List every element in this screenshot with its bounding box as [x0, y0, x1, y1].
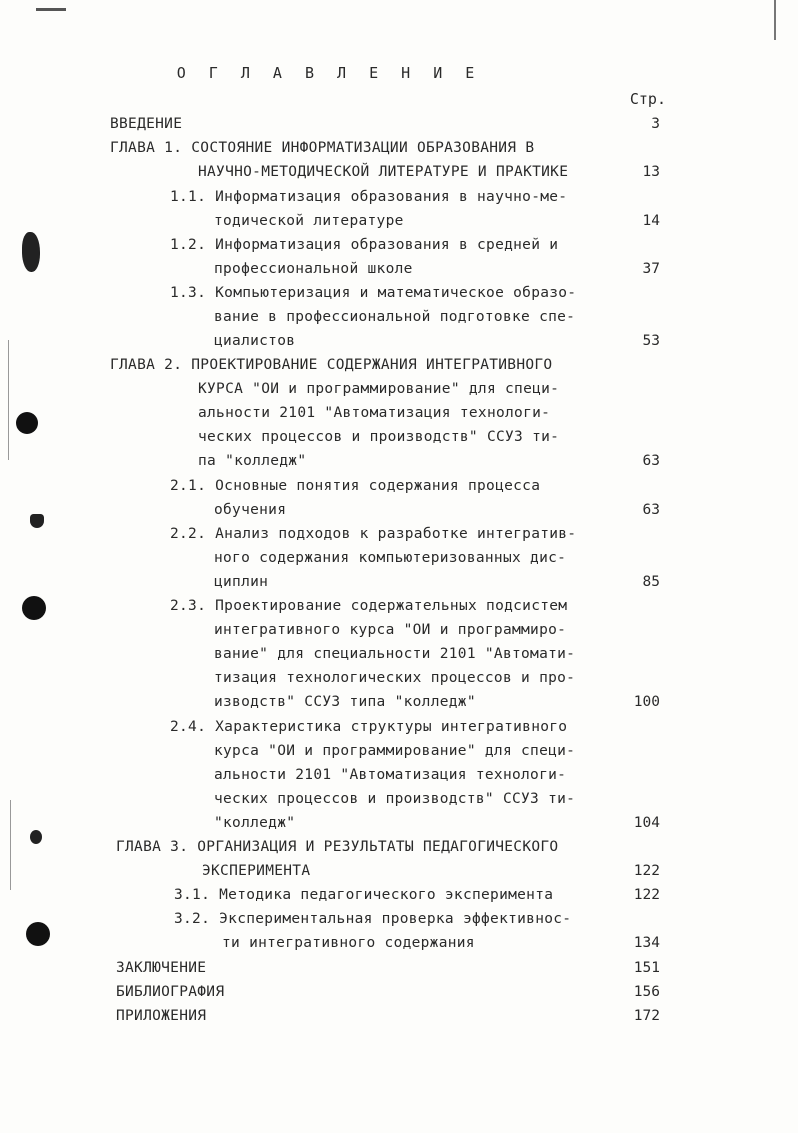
- toc-page-number: 85: [642, 574, 660, 590]
- toc-page-number: 13: [642, 164, 660, 180]
- toc-entry-section-2-1-cont: обучения: [214, 502, 287, 518]
- toc-entry-section-3-1: 3.1. Методика педагогического эксперимента: [174, 887, 554, 903]
- page-column-header: Стр.: [629, 90, 666, 108]
- toc-entry-section-2-4: 2.4. Характеристика структуры интегративного: [170, 719, 568, 735]
- toc-entry-section-2-2-cont: ного содержания компьютеризованных дис-: [214, 550, 567, 566]
- toc-entry-chapter-2-cont: па "колледж": [198, 453, 307, 469]
- toc-page-number: 122: [633, 887, 660, 903]
- toc-entry-chapter-2-cont: альности 2101 "Автоматизация технологи-: [198, 405, 551, 421]
- punch-hole: [26, 922, 50, 946]
- toc-page-number: 37: [642, 261, 660, 277]
- toc-entry-section-2-4-cont: ческих процессов и производств" ССУЗ ти-: [214, 791, 576, 807]
- toc-entry-chapter-3: ГЛАВА 3. ОРГАНИЗАЦИЯ И РЕЗУЛЬТАТЫ ПЕДАГОГИЧЕСКОГО: [116, 839, 559, 855]
- toc-page-number: 100: [633, 694, 660, 710]
- scan-artifact-right-edge: [774, 0, 776, 40]
- toc-entry-section-1-3: 1.3. Компьютеризация и математическое образо-: [170, 285, 577, 301]
- toc-page-number: 156: [633, 984, 660, 1000]
- toc-entry-chapter-2-cont: КУРСА "ОИ и программирование" для специ-: [198, 381, 560, 397]
- ink-blot: [30, 830, 42, 844]
- ink-blot: [30, 514, 44, 528]
- toc-entry-section-2-4-cont: "колледж": [214, 815, 296, 831]
- toc-entry-section-1-2-cont: профессиональной школе: [214, 261, 413, 277]
- page-title: [0, 64, 798, 82]
- toc-entry-chapter-2-cont: ческих процессов и производств" ССУЗ ти-: [198, 429, 560, 445]
- toc-entry-section-3-2-cont: ти интегративного содержания: [222, 935, 475, 951]
- ink-blot: [22, 232, 40, 272]
- toc-entry-section-2-3: 2.3. Проектирование содержательных подсистем: [170, 598, 568, 614]
- toc-entry-section-1-1-cont: тодической литературе: [214, 213, 404, 229]
- toc-page-number: 134: [633, 935, 660, 951]
- toc-entry-section-1-1: 1.1. Информатизация образования в научно-ме-: [170, 189, 568, 205]
- toc-entry-section-2-3-cont: тизация технологических процессов и про-: [214, 670, 576, 686]
- toc-entry-section-2-1: 2.1. Основные понятия содержания процесса: [170, 478, 541, 494]
- toc-entry-section-2-3-cont: интегративного курса "ОИ и программиро-: [214, 622, 567, 638]
- punch-hole: [22, 596, 46, 620]
- toc-page-number: 63: [642, 502, 660, 518]
- toc-entry-section-2-3-cont: вание" для специальности 2101 "Автомати-: [214, 646, 576, 662]
- toc-entry-section-1-3-cont: циалистов: [214, 333, 296, 349]
- toc-entry-section-1-3-cont: вание в профессиональной подготовке спе-: [214, 309, 576, 325]
- toc-entry-section-2-4-cont: курса "ОИ и программирование" для специ-: [214, 743, 576, 759]
- toc-page-number: 14: [642, 213, 660, 229]
- toc-entry-section-2-2: 2.2. Анализ подходов к разработке интегратив-: [170, 526, 577, 542]
- toc-entry-chapter-1-cont: НАУЧНО-МЕТОДИЧЕСКОЙ ЛИТЕРАТУРЕ И ПРАКТИКЕ: [198, 164, 569, 180]
- toc-page-number: 3: [651, 116, 660, 132]
- punch-hole: [16, 412, 38, 434]
- scan-artifact-margin: [8, 340, 9, 460]
- toc-entry-section-1-2: 1.2. Информатизация образования в средней и: [170, 237, 559, 253]
- toc-page-number: 63: [642, 453, 660, 469]
- toc-page-number: 172: [633, 1008, 660, 1024]
- toc-page-number: 122: [633, 863, 660, 879]
- toc-page-number: 53: [642, 333, 660, 349]
- toc-entry-intro: ВВЕДЕНИЕ: [110, 116, 183, 132]
- scan-artifact-top-line: [36, 8, 66, 11]
- toc-entry-bibliography: БИБЛИОГРАФИЯ: [116, 984, 225, 1000]
- toc-entry-section-2-3-cont: изводств" ССУЗ типа "колледж": [214, 694, 476, 710]
- toc-entry-chapter-2: ГЛАВА 2. ПРОЕКТИРОВАНИЕ СОДЕРЖАНИЯ ИНТЕГРАТИВНОГО: [110, 357, 553, 373]
- toc-entry-section-2-4-cont: альности 2101 "Автоматизация технологи-: [214, 767, 567, 783]
- page-title-text: О Г Л А В Л Е Н И Е: [176, 64, 482, 82]
- toc-entry-conclusion: ЗАКЛЮЧЕНИЕ: [116, 960, 207, 976]
- scan-artifact-margin: [10, 800, 11, 890]
- toc-page-number: 151: [633, 960, 660, 976]
- toc-entry-section-3-2: 3.2. Экспериментальная проверка эффективнос-: [174, 911, 572, 927]
- toc-page-number: 104: [633, 815, 660, 831]
- toc-entry-appendices: ПРИЛОЖЕНИЯ: [116, 1008, 207, 1024]
- toc-entry-chapter-3-cont: ЭКСПЕРИМЕНТА: [202, 863, 311, 879]
- toc-entry-chapter-1: ГЛАВА 1. СОСТОЯНИЕ ИНФОРМАТИЗАЦИИ ОБРАЗОВАНИЯ В: [110, 140, 535, 156]
- toc-entry-section-2-2-cont: циплин: [214, 574, 269, 590]
